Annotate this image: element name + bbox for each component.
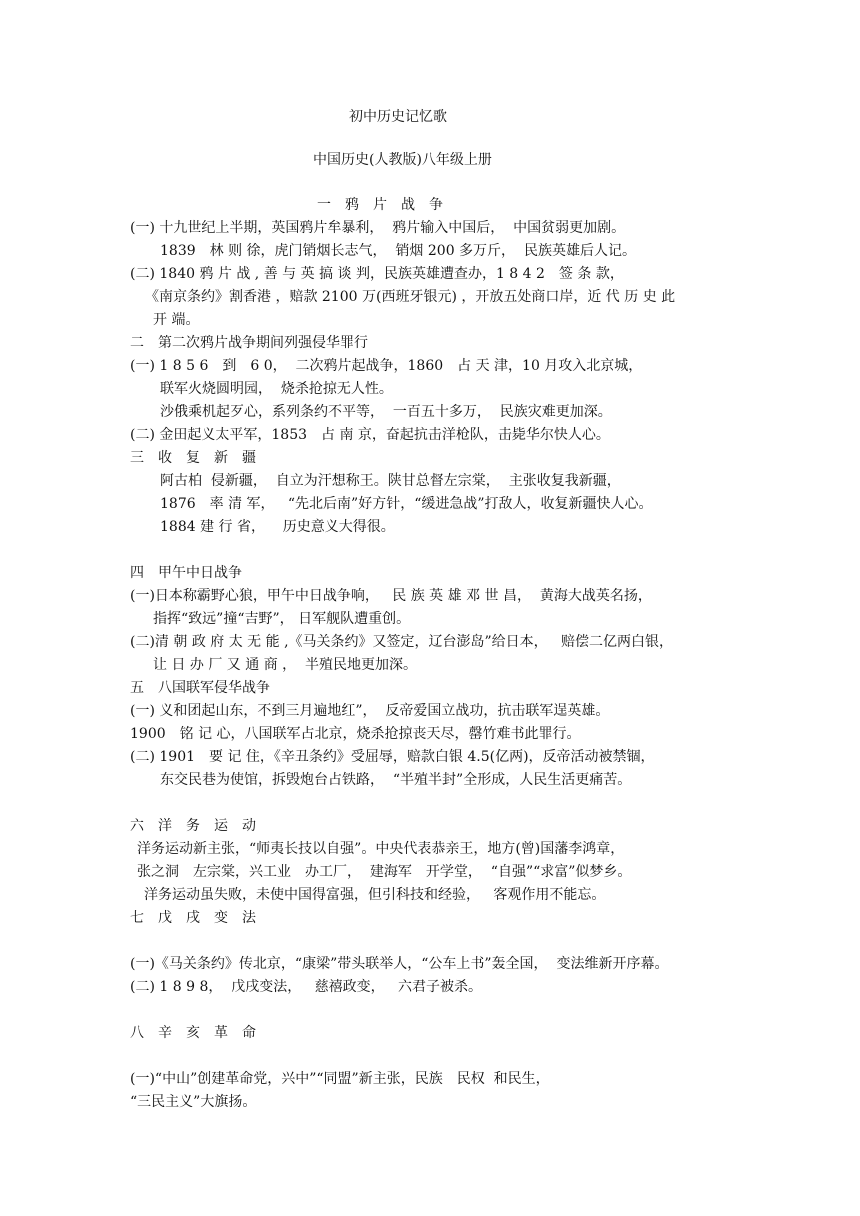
text-line: 指挥“致远”撞“吉野”， 日军舰队遭重创。 [153,611,411,627]
text-line: (一) 十九世纪上半期，英国鸦片牟暴利， 鸦片输入中国后， 中国贫弱更加剧。 [130,220,626,236]
text-line: 东交民巷为使馆，拆毁炮台占铁路， “半殖半封”全形成，人民生活更痛苦。 [160,772,632,788]
text-line: (一) 义和团起山东，不到三月遍地红”， 反帝爱国立战功，抗击联军逞英雄。 [130,703,610,719]
doc-title: 初中历史记忆歌 [349,109,447,125]
text-line: 洋务运动新主张，“师夷长技以自强”。中央代表恭亲王，地方(曾)国藩李鸿章， [137,841,625,857]
section-heading: 七 戊 戌 变 法 [130,910,256,926]
text-line: (二)清 朝 政 府 太 无 能 ,《马关条约》又签定，辽台澎岛”给日本， 赔偿二亿两白银， [130,634,674,650]
text-line: “三民主义”大旗扬。 [130,1094,257,1110]
text-line: 阿古柏 侵新疆， 自立为汗想称王。陕甘总督左宗棠， 主张收复我新疆， [160,473,621,489]
text-line: 张之洞 左宗棠，兴工业 办工厂， 建海军 开学堂， “自强”“求富”似梦乡。 [137,864,632,880]
text-line: (二) 1 8 9 8， 戊戌变法， 慈禧政变， 六君子被杀。 [130,979,482,995]
text-line: (二) 1840 鸦 片 战 , 善 与 英 搞 谈 判，民族英雄遭查办，1 8 4 2 签 条 款， [130,266,624,282]
doc-subtitle: 中国历史(人教版)八年级上册 [313,152,492,168]
section-heading: 四 甲午中日战争 [130,565,242,581]
text-line: 联军火烧圆明园， 烧杀抢掠无人性。 [160,381,393,397]
text-line: 1876 率 清 军， “先北后南”好方针，“缓进急战”打敌人，收复新疆快人心。 [160,496,653,512]
section-heading: 八 辛 亥 革 命 [130,1025,256,1041]
text-line: 让 日 办 厂 又 通 商 ， 半殖民地更加深。 [153,657,418,673]
text-line: (一) 1 8 5 6 到 6 0， 二次鸦片起战争，1860 占 天 津，10 月攻入北京城， [130,358,643,374]
section-heading: 三 收 复 新 疆 [130,450,256,466]
section-heading: 五 八国联军侵华战争 [130,680,270,696]
text-line: (二) 金田起义太平军，1853 占 南 京，奋起抗击洋枪队，击毙华尔快人心。 [130,427,610,443]
text-line: (一)日本称霸野心狼，甲午中日战争响， 民 族 英 雄 邓 世 昌， 黄海大战英名扬， [130,588,652,604]
text-line: 洋务运动虽失败，未使中国得富强，但引科技和经验， 客观作用不能忘。 [144,887,606,903]
text-line: 1900 铭 记 心，八国联军占北京，烧杀抢掠丧天尽，罄竹难书此罪行。 [130,726,581,742]
text-line: (一)“中山”创建革命党，兴中”“同盟”新主张，民族 民权 和民生， [130,1071,550,1087]
section-heading: 一 鸦 片 战 争 [317,197,443,213]
text-line: 《南京条约》割香港 ，赔款 2100 万(西班牙银元) ，开放五处商口岸，近 代 历 史 此 [145,289,676,305]
text-line: 开 端。 [153,312,200,328]
section-heading: 六 洋 务 运 动 [130,818,256,834]
text-line: (二) 1901 要 记 住，《辛丑条约》受屈辱，赔款白银 4.5(亿两)，反帝活动被禁锢， [130,749,655,765]
text-line: 1884 建 行 省， 历史意义大得很。 [160,519,395,535]
section-heading: 二 第二次鸦片战争期间列强侵华罪行 [130,335,368,351]
text-line: 沙俄乘机起歹心，系列条约不平等， 一百五十多万， 民族灾难更加深。 [160,404,612,420]
text-line: (一)《马关条约》传北京，“康梁”带头联举人，“公车上书”轰全国， 变法维新开序幕。 [130,956,669,972]
text-line: 1839 林 则 徐，虎门销烟长志气， 销烟 200 多万斤， 民族英雄后人记。 [160,243,636,259]
